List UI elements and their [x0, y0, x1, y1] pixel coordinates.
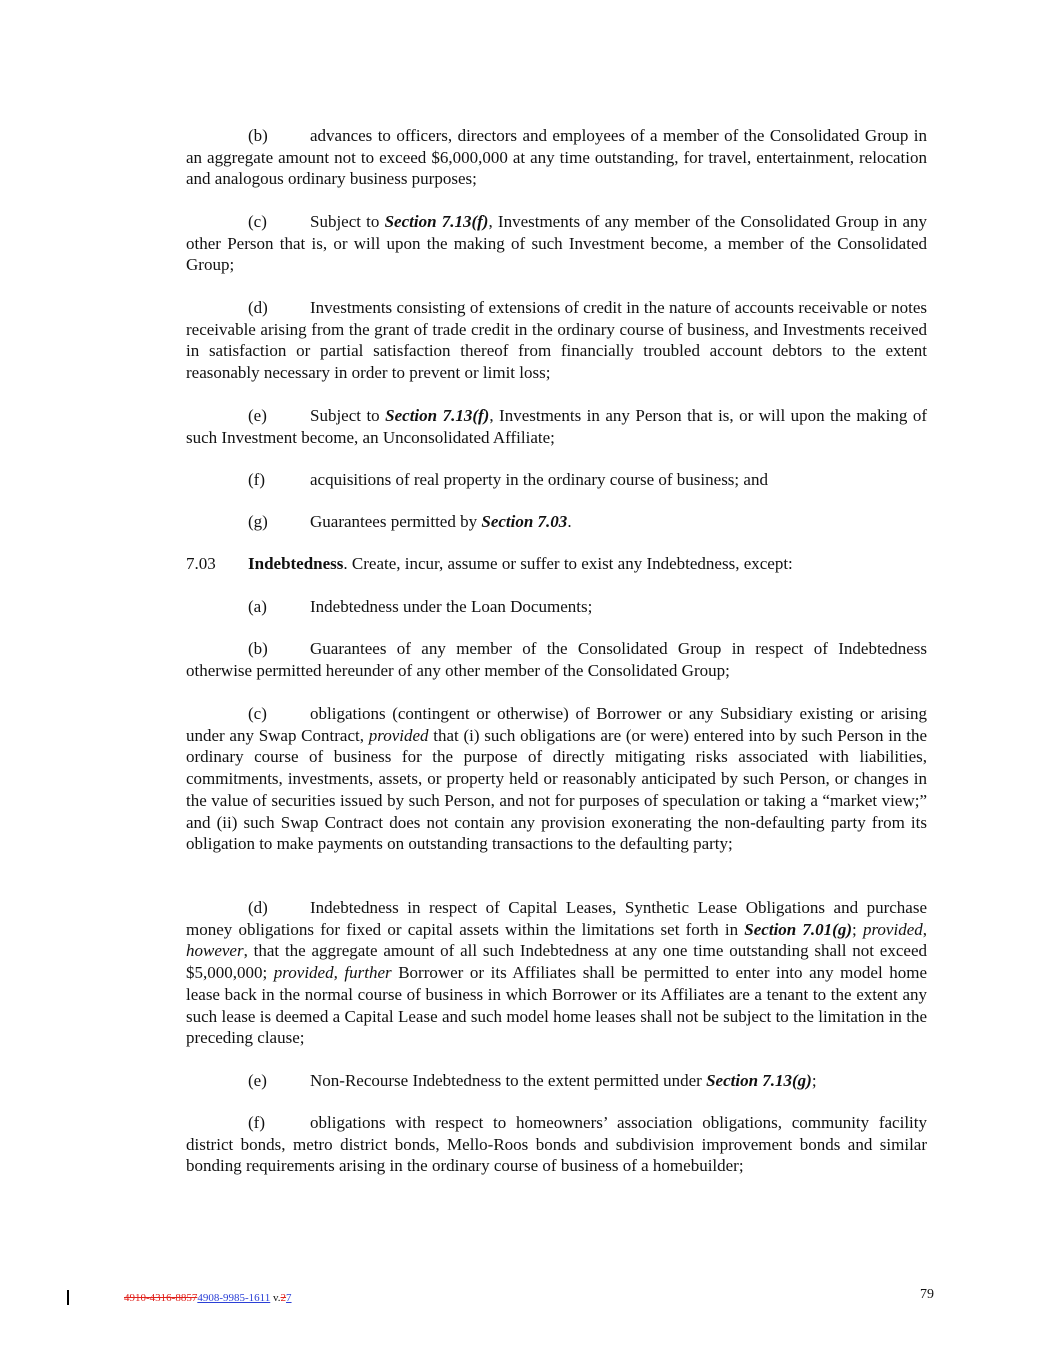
- clause-text: that (i) such obligations are (or were) entered into by such Person in the ordinary course of business for the purpose of directly mitigating risks associated with liabilities, commitments, investments, assets, or property held or reasonably anticipated by such Person, or changes in the value of securities issued by such Person, and not for purposes of speculation or taking a “market view;” and (ii) such Swap Contract does not contain any provision exonerating the non-defaulting party from its obligation to make payments on outstanding transactions to the defaulting party;: [186, 725, 927, 854]
- section-reference: Section 7.13(f): [384, 212, 489, 231]
- clause-text: ;: [852, 919, 863, 939]
- clause-text: , Investments of any member of the Consolidated Group in any other Person that is, or will upon the making of such Investment become, a member of the Consolidated Group;: [186, 212, 927, 275]
- clause-text: advances to officers, directors and employees of a member of the Consolidated Group in an aggregate amount not to exceed $6,000,000 at any time outstanding, for travel, entertainment, relocation and analogous ordinary business purposes;: [186, 126, 927, 189]
- clause-label: (g): [248, 512, 268, 531]
- clause-text: Borrower or its Affiliates shall be permitted to enter into any model home lease back in the normal course of business in which Borrower or its Affiliates are a tenant to the extent any such lease is deemed a Capital Lease and such model home leases shall not be subject to the limitation in the preceding clause;: [186, 963, 927, 1048]
- clause-text: ;: [811, 1071, 817, 1090]
- clause-label: (d): [248, 898, 268, 917]
- clause-text: Indebtedness under the Loan Documents;: [310, 597, 593, 616]
- clause-text: .: [567, 512, 572, 531]
- clause-text: Investments consisting of extensions of credit in the nature of accounts receivable or notes receivable arising from the grant of trade credit in the ordinary course of business, and Investments received in satisfaction or partial satisfaction thereof from financially troubled account debtors to the extent reasonably necessary in order to prevent or limit loss;: [186, 298, 927, 383]
- clause-label: (b): [248, 126, 268, 145]
- clause-7-03-a: [186, 596, 927, 618]
- section-7-03-heading: [186, 553, 927, 575]
- clause-text: Non-Recourse Indebtedness to the extent permitted under: [310, 1071, 707, 1090]
- clause-text: acquisitions of real property in the ordinary course of business; and: [310, 470, 768, 489]
- version-prefix: v.: [270, 1292, 281, 1304]
- clause-text: obligations with respect to homeowners’ association obligations, community facility district bonds, metro district bonds, Mello-Roos bonds and subdivision improvement bonds and similar bonding requirements arising in the ordinary course of business of a homebuilder;: [186, 1113, 927, 1176]
- page-number: 79: [920, 1287, 934, 1302]
- clause-text: , Investments in any Person that is, or will upon the making of such Investment become, an Unconsolidated Affiliate;: [186, 406, 927, 447]
- clause-label: (b): [248, 639, 268, 658]
- clause-text: Guarantees permitted by: [310, 512, 482, 531]
- proviso-term: provided: [862, 919, 923, 939]
- proviso-term: however: [186, 941, 244, 961]
- clause-label: (e): [248, 1071, 267, 1090]
- proviso-term: provided: [368, 725, 429, 745]
- clause-7-02-b: [186, 125, 927, 190]
- clause-7-02-f: [186, 469, 927, 491]
- clause-label: (c): [248, 704, 267, 723]
- clause-7-03-e: [186, 1070, 927, 1092]
- change-bar: [67, 1290, 69, 1305]
- clause-text: , that the aggregate amount of all such Indebtedness at any one time outstanding shall not exceed $5,000,000;: [186, 941, 927, 983]
- clause-7-03-b: [186, 638, 927, 681]
- clause-label: (d): [248, 298, 268, 317]
- inserted-doc-id: 4908-9985-1611: [197, 1292, 271, 1304]
- clause-7-03-d: [186, 897, 927, 1049]
- clause-label: (f): [248, 470, 265, 489]
- clause-text: Guarantees of any member of the Consolidated Group in respect of Indebtedness otherwise permitted hereunder of any other member of the Consolidated Group;: [186, 639, 927, 680]
- clause-7-03-c: [186, 703, 927, 855]
- clause-7-03-f: [186, 1112, 927, 1177]
- clause-label: (e): [248, 406, 267, 425]
- clause-text: Subject to: [310, 212, 385, 231]
- clause-7-02-d: [186, 297, 927, 384]
- section-number: 7.03: [186, 554, 216, 573]
- clause-label: (a): [248, 597, 267, 616]
- deleted-doc-id: 4910-4316-8857: [124, 1292, 198, 1304]
- section-intro-text: . Create, incur, assume or suffer to exist any Indebtedness, except:: [343, 554, 793, 573]
- clause-7-02-c: [186, 211, 927, 276]
- clause-7-02-g: [186, 511, 927, 533]
- clause-text: Subject to: [310, 406, 386, 425]
- proviso-term: provided, further: [273, 963, 392, 983]
- document-id-footer: [124, 1292, 292, 1305]
- section-reference: Section 7.01(g): [744, 919, 853, 939]
- clause-7-02-e: [186, 405, 927, 448]
- section-reference: Section 7.13(f): [385, 406, 490, 425]
- clause-label: (c): [248, 212, 267, 231]
- inserted-version: 7: [286, 1292, 292, 1304]
- clause-label: (f): [248, 1113, 265, 1132]
- section-reference: Section 7.03: [481, 512, 568, 531]
- clause-text: Indebtedness in respect of Capital Leases, Synthetic Lease Obligations and purchase money obligations for fixed or capital assets within the limitations set forth in: [186, 898, 927, 939]
- section-title: Indebtedness: [248, 554, 344, 573]
- clause-text: obligations (contingent or otherwise) of Borrower or any Subsidiary existing or arising under any Swap Contract,: [186, 704, 927, 745]
- section-reference: Section 7.13(g): [706, 1071, 812, 1090]
- deleted-version: 2: [280, 1292, 287, 1304]
- clause-text: ,: [922, 919, 927, 939]
